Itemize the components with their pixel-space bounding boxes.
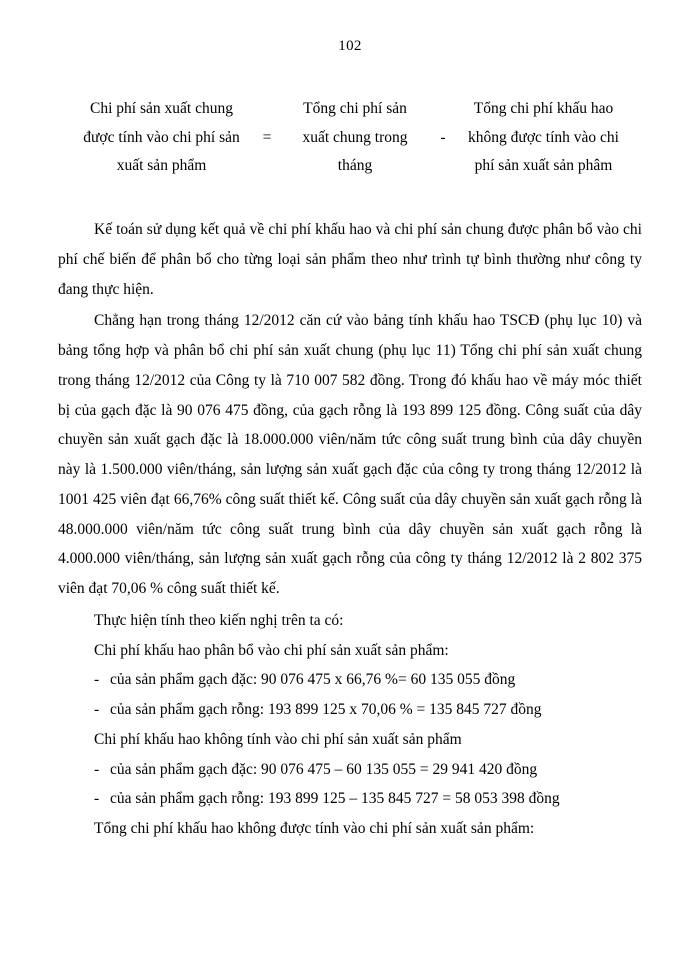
list-item (58, 784, 642, 814)
formula-term-right-line-2: không được tính vào chi (468, 128, 619, 146)
paragraph-accounting-usage: Kế toán sử dụng kết quả về chi phí khấu hao và chi phí sản chung được phân bổ vào chi phí chế biến để phân bổ cho từng loại sản phẩm theo như trình tự bình thường như công ty đang thực hiện. (58, 221, 642, 298)
list-item (58, 695, 642, 725)
page-number: 102 (338, 38, 362, 54)
list-item-text: của sản phẩm gạch đặc: 90 076 475 x 66,76 %= 60 135 055 đồng (110, 671, 516, 689)
bullet-dash: - (94, 790, 100, 808)
bullet-dash: - (94, 760, 100, 778)
heading-depreciation-allocated: Chi phí khấu hao phân bổ vào chi phí sản xuất sản phẩm: (94, 641, 449, 659)
formula-term-middle-line-3: tháng (337, 157, 373, 175)
bullet-dash: - (94, 701, 100, 719)
formula-term-left-line-2: được tính vào chi phí sản (83, 128, 240, 146)
heading-depreciation-not-allocated: Chi phí khấu hao không tính vào chi phí sản xuất sản phẩm (94, 730, 462, 748)
list-item-text: của sản phẩm gạch đặc: 90 076 475 – 60 135 055 = 29 941 420 đồng (110, 760, 538, 778)
formula-term-right-line-3: phí sản xuất sản phâm (474, 157, 613, 175)
list-item-text: của sản phẩm gạch rỗng: 193 899 125 – 135 845 727 = 58 053 398 đồng (110, 790, 560, 808)
line-implement-recommendation: Thực hiện tính theo kiến nghị trên ta có: (94, 611, 344, 629)
formula-term-right (456, 95, 631, 181)
formula-term-left-line-1: Chi phí sản xuất chung (90, 100, 233, 117)
formula-term-left-line-3: xuất sản phẩm (116, 157, 207, 175)
formula-term-middle-line-2: xuất chung trong (302, 128, 408, 146)
formula-term-middle-line-1: Tổng chi phí sản (303, 100, 407, 117)
bullet-dash: - (94, 671, 100, 689)
formula-block (58, 95, 642, 181)
list-item (58, 665, 642, 695)
formula-equals-sign: = (262, 129, 272, 146)
formula-minus-sign: - (440, 129, 446, 146)
formula-term-left (69, 95, 254, 181)
list-item (58, 755, 642, 785)
formula-term-right-line-1: Tổng chi phí khấu hao (473, 100, 614, 117)
list-item-text: của sản phẩm gạch rỗng: 193 899 125 x 70,06 % = 135 845 727 đồng (110, 701, 542, 719)
line-total-not-allocated: Tổng chi phí khấu hao không được tính vào chi phí sản xuất sản phẩm: (94, 820, 535, 838)
formula-term-middle (280, 95, 430, 181)
paragraph-december-example: Chẳng hạn trong tháng 12/2012 căn cứ vào bảng tính khấu hao TSCĐ (phụ lục 10) và bảng tổng hợp và phân bổ chi phí sản xuất chung (phụ lục 11) Tổng chi phí sản xuất chung trong tháng 12/2012 của Công ty là 710 007 582 đồng. Trong đó khấu hao về máy móc thiết bị của gạch đặc là 90 076 475 đồng, của gạch rỗng là 193 899 125 đồng. Công suất của dây chuyền sản xuất gạch đặc là 18.000.000 viên/năm tức công suất trung bình của dây chuyền này là 1.500.000 viên/tháng, sản lượng sản xuất gạch đặc của công ty trong tháng 12/2012 là 1001 425 viên đạt 66,76% công suất thiết kế. Công suất của dây chuyền sản xuất gạch rỗng là 48.000.000 viên/năm tức công suất trung bình của dây chuyền sản xuất gạch rỗng là 4.000.000 viên/tháng, sản lượng sản xuất gạch rỗng của công ty tháng 12/2012 là 2 802 375 viên đạt 70,06 % công suất thiết kế. (58, 312, 642, 598)
